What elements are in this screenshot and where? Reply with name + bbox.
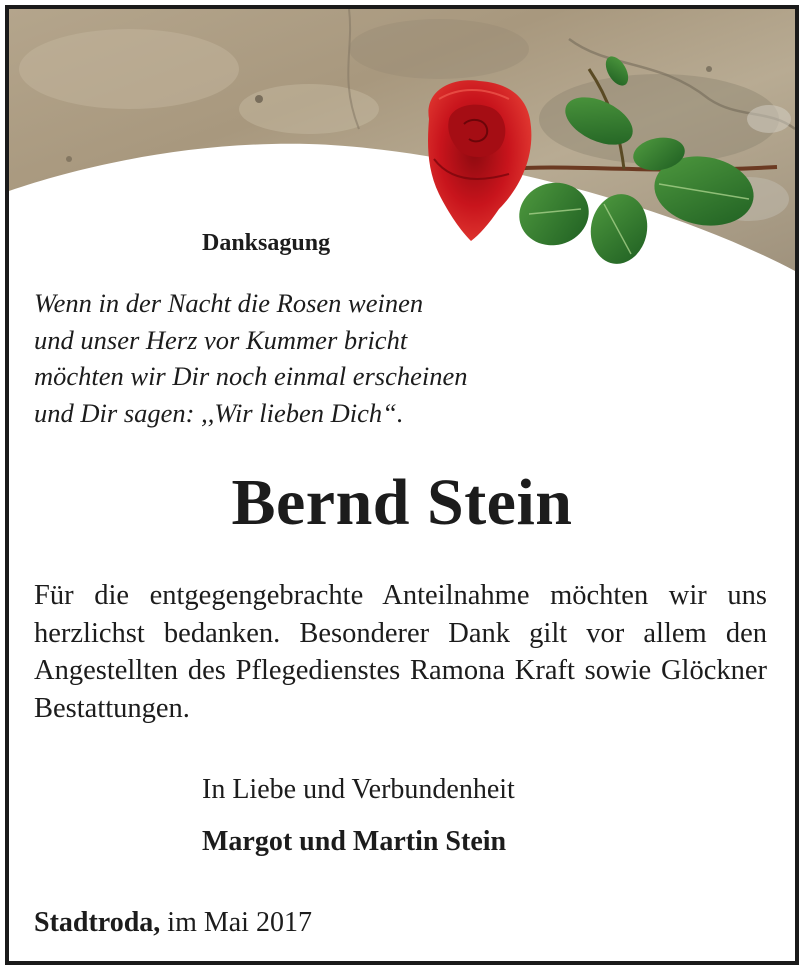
closing-phrase: In Liebe und Verbundenheit	[202, 774, 515, 805]
header-image	[9, 9, 795, 299]
poem-line: und Dir sagen: ,,Wir lieben Dich“.	[34, 397, 404, 428]
thank-you-message: Für die entgegengebrachte Anteilnahme möchten wir uns herzlichst bedanken. Besonderer Dank gilt vor allem den Angestellten des Pflegedienstes Ramona Kraft sowie Glöckner Bestattungen.	[34, 580, 767, 724]
signers: Margot und Martin Stein	[202, 826, 507, 857]
place-date	[34, 907, 312, 939]
date: im Mai 2017	[167, 907, 312, 938]
poem-line: Wenn in der Nacht die Rosen weinen	[34, 288, 424, 318]
poem-line: möchten wir Dir noch einmal erscheinen	[34, 361, 468, 391]
poem-line: und unser Herz vor Kummer bricht	[34, 324, 408, 355]
obituary-card	[5, 5, 799, 965]
notice-heading: Danksagung	[202, 230, 331, 256]
place: Stadtroda,	[34, 907, 161, 938]
poem	[34, 285, 468, 431]
deceased-name: Bernd Stein	[231, 466, 573, 539]
